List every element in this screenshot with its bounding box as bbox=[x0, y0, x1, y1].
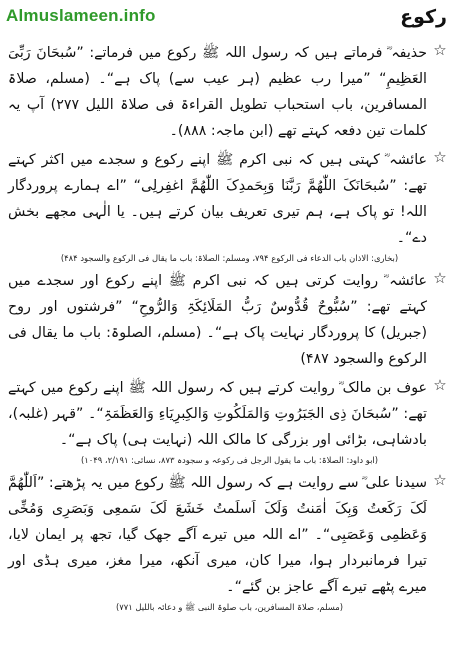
document-body bbox=[8, 40, 451, 668]
hadith-reference: (بخاری: الاذان باب الدعاء فی الرکوع ۷۹۴، ومسلم: الصلاۃ: باب ما یقال فی الرکوع والسجود ۴۸۴) bbox=[60, 253, 399, 263]
hadith-text: عوف بن مالک ؓ روایت کرتے ہیں کہ رسول اللہ ﷺ اپنے رکوع میں کہتے تھے: ”سُبحَانَ ذِی الجَبَرُوتِ وَالمَلَکُوتِ وَالکِبرِیَاءِ وَالعَظَمَۃِ“۔ ”قہر (غلبہ)، بادشاہی، بڑائی اور بزرگی کا مالک اللہ (نہایت ہی) پاک ہے“۔ bbox=[8, 380, 427, 448]
hadith-reference: (مسلم، صلاۃ المسافرین، باب صلوۃ النبی ﷺ و دعائہ باللیل ۷۷۱) bbox=[115, 602, 344, 612]
page-title: رکوع bbox=[400, 6, 447, 28]
hadith-block bbox=[8, 147, 451, 265]
page-header bbox=[0, 0, 459, 38]
hadith-text: سیدنا علی ؓ سے روایت ہے کہ رسول اللہ ﷺ رکوع میں یہ پڑھتے: ”اَللّٰھُمَّ لَکَ رَکَعتُ وَبِکَ اٰمَنتُ وَلَکَ اَسلَمتُ خَشَعَ لَکَ سَمعِی وَبَصَرِی وَمُخِّی وَعَظمِی وَعَصَبِی“۔ ”اے اللہ میں تیرے آگے جھک گیا، تجھ پر ایمان لایا، تیرا فرمانبردار ہوا، میرا کان، میری آنکھ، میرا مغز، میری ہڈی اور میرے پٹھے تیرے آگے عاجز بن گئے“۔ bbox=[8, 475, 427, 595]
hadith-reference: (ابو داود: الصلاۃ: باب ما یقول الرجل فی رکوعہ و سجودہ ۸۷۳، نسائی: ۲/۱۹۱، ۱۰۴۹) bbox=[80, 455, 379, 465]
hadith-text: عائشہ ؓ کہتی ہیں کہ نبی اکرم ﷺ اپنے رکوع و سجدے میں اکثر کہتے تھے: ”سُبحَانَکَ اللّٰھُمَّ رَبَّنَا وَبِحَمدِکَ اللّٰھُمَّ اغفِرلِی“ ”اے ہمارے پروردگار اللہ! تو پاک ہے، ہم تیری تعریف بیان کرتے ہیں۔ یا الٰہی مجھے بخش دے“۔ bbox=[8, 152, 427, 246]
star-icon: ☆ bbox=[433, 376, 447, 394]
star-icon: ☆ bbox=[433, 471, 447, 489]
hadith-block bbox=[8, 375, 451, 467]
star-icon: ☆ bbox=[433, 148, 447, 166]
hadith-block bbox=[8, 470, 451, 614]
hadith-block bbox=[8, 268, 451, 372]
hadith-text: حذیفہ ؓ فرماتے ہیں کہ رسول اللہ ﷺ رکوع میں فرماتے: ”سُبحَانَ رَبِّیَ العَظِیمِ“ ”میرا رب عظیم (ہر عیب سے) پاک ہے“۔ (مسلم، صلاۃ المسافرین، باب استحباب تطویل القراءۃ فی صلاۃ اللیل ۲۷۷) آپ یہ کلمات تین دفعہ کہتے تھے (ابن ماجہ: ۸۸۸)۔ bbox=[8, 45, 427, 139]
star-icon: ☆ bbox=[433, 41, 447, 59]
star-icon: ☆ bbox=[433, 269, 447, 287]
site-name: Almuslameen.info bbox=[6, 6, 156, 25]
hadith-text: عائشہ ؓ روایت کرتی ہیں کہ نبی اکرم ﷺ اپنے رکوع اور سجدے میں کہتے تھے: ”سُبُّوحٌ قُدُّوسٌ رَبُّ المَلَائِکَۃِ وَالرُّوحِ“ ”فرشتوں اور روح (جبریل) کا پروردگار نہایت پاک ہے“۔ (مسلم، الصلوۃ: باب ما یقال فی الرکوع والسجود ۴۸۷) bbox=[8, 273, 427, 367]
hadith-block bbox=[8, 40, 451, 144]
